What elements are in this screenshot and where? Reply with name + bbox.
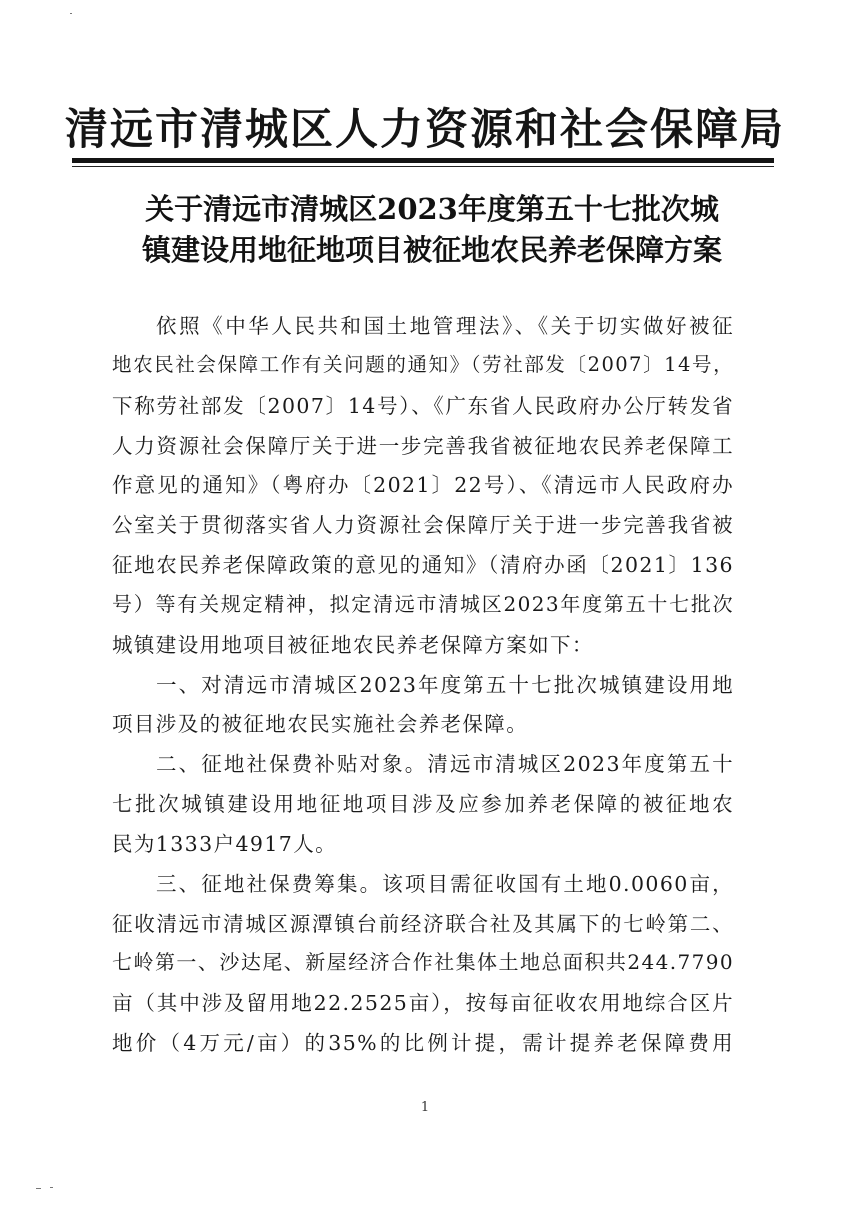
body-line: 征地农民养老保障政策的意见的通知》（清府办函〔2021〕136 <box>112 553 734 577</box>
header-rule-thick <box>72 158 774 163</box>
scan-speck <box>36 1188 41 1189</box>
body-line: 人力资源社会保障厅关于进一步完善我省被征地农民养老保障工 <box>112 434 734 458</box>
body-line: 公室关于贯彻落实省人力资源社会保障厅关于进一步完善我省被 <box>112 513 734 537</box>
body-line: 项目涉及的被征地农民实施社会养老保障。 <box>112 712 529 736</box>
body-line: 下称劳社部发〔2007〕14号）、《广东省人民政府办公厅转发省 <box>112 394 734 418</box>
body-line: 七批次城镇建设用地征地项目涉及应参加养老保障的被征地农 <box>112 792 734 816</box>
body-line: 地价（4万元/亩）的35%的比例计提，需计提养老保障费用 <box>112 1031 734 1055</box>
document-title-line-2: 镇建设用地征地项目被征地农民养老保障方案 <box>141 233 722 267</box>
body-line: 三、征地社保费筹集。该项目需征收国有土地0.0060亩， <box>156 872 734 896</box>
body-line: 城镇建设用地项目被征地农民养老保障方案如下： <box>112 633 594 657</box>
body-line: 作意见的通知》（粤府办〔2021〕22号）、《清远市人民政府办 <box>112 473 734 497</box>
body-line: 二、征地社保费补贴对象。清远市清城区2023年度第五十 <box>156 752 734 776</box>
body-line: 依照《中华人民共和国土地管理法》、《关于切实做好被征 <box>156 314 734 338</box>
body-line: 征收清远市清城区源潭镇台前经济联合社及其属下的七岭第二、 <box>112 912 734 936</box>
issuing-authority-header: 清远市清城区人力资源和社会保障局 <box>65 105 785 155</box>
body-line: 号）等有关规定精神，拟定清远市清城区2023年度第五十七批次 <box>112 592 734 616</box>
body-line: 一、对清远市清城区2023年度第五十七批次城镇建设用地 <box>156 673 734 697</box>
body-line: 地农民社会保障工作有关问题的通知》（劳社部发〔2007〕14号， <box>112 353 734 376</box>
body-line: 民为1333户4917人。 <box>112 832 338 856</box>
scan-speck <box>70 13 72 14</box>
scan-speck <box>50 1187 53 1188</box>
header-rule-thin <box>72 166 774 167</box>
page-number: 1 <box>420 1100 430 1115</box>
body-line: 七岭第一、沙达尾、新屋经济合作社集体土地总面积共244.7790 <box>112 950 734 974</box>
body-line: 亩（其中涉及留用地22.2525亩），按每亩征收农用地综合区片 <box>112 991 734 1015</box>
document-title-line-1: 关于清远市清城区2023年度第五十七批次城 <box>145 192 719 226</box>
